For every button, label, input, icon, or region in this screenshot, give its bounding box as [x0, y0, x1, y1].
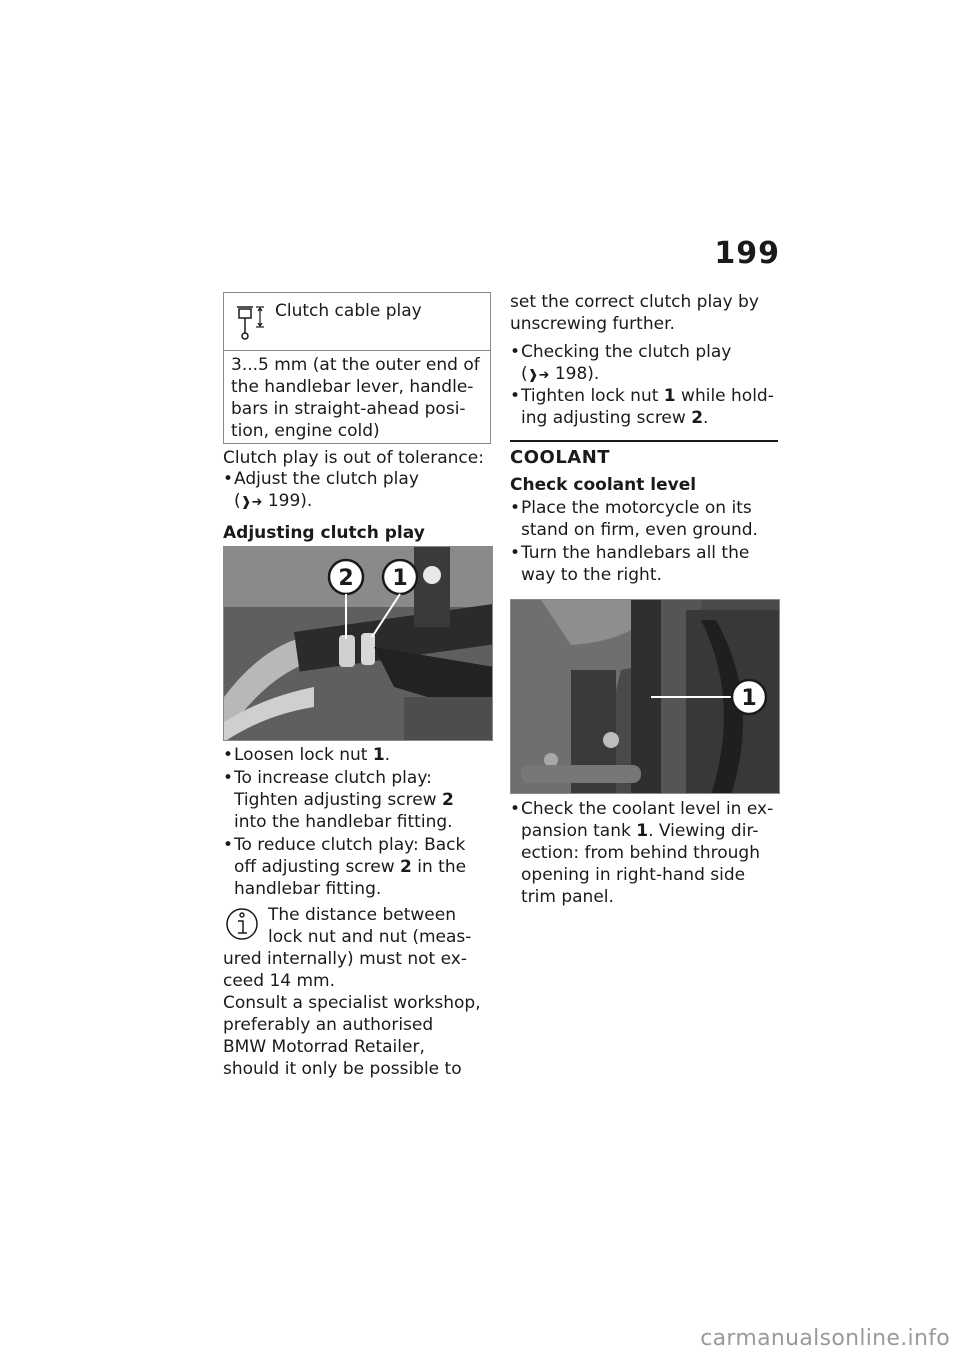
- check-clutch-bullet: • Checking the clutch play (❱➜ 198).: [510, 342, 732, 384]
- section-heading: COOLANT: [510, 447, 611, 468]
- adjust-heading: Adjusting clutch play: [223, 523, 425, 543]
- spec-title: Clutch cable play: [275, 301, 422, 321]
- step-turn: • Turn the handlebars all the way to the right.: [510, 543, 750, 585]
- step-reduce: • To reduce clutch play: Back off adjusting screw 2 in the handlebar fitting.: [223, 835, 467, 899]
- tolerance-line: Clutch play is out of tolerance:: [223, 448, 484, 468]
- section-rule: [510, 440, 778, 442]
- spec-value-line: the handlebar lever, handle-: [231, 377, 474, 397]
- continued-text: set the correct clutch play by unscrewing further.: [510, 292, 759, 334]
- note-text-indented: The distance between lock nut and nut (meas-: [268, 905, 472, 947]
- step-loosen: • Loosen lock nut 1.: [223, 745, 391, 765]
- coolant-photo-illustration: [511, 600, 780, 794]
- clutch-photo-illustration: [224, 547, 493, 741]
- spec-value: [231, 354, 487, 442]
- adjust-clutch-bullet: • Adjust the clutch play (❱➜ 199).: [223, 469, 419, 511]
- spec-box: [223, 292, 491, 444]
- note-text: ured internally) must not ex- ceed 14 mm. Consult a specialist workshop, preferably an authorised BMW Motorrad Retailer, should it only be possible to: [223, 949, 481, 1079]
- clutch-figure: [223, 546, 493, 741]
- arrow-reference-icon: ❱➜: [240, 495, 263, 510]
- sub-heading: Check coolant level: [510, 475, 697, 495]
- page-number: 199: [714, 236, 780, 271]
- spec-value-line: tion, engine cold): [231, 421, 380, 441]
- info-icon: [225, 906, 259, 942]
- step-increase: • To increase clutch play: Tighten adjusting screw 2 into the handlebar fitting.: [223, 768, 454, 832]
- page-reference-link[interactable]: 198).: [554, 364, 600, 384]
- spec-header: [224, 293, 490, 351]
- ruler-measure-icon: [236, 303, 268, 341]
- step-place: • Place the motorcycle on its stand on firm, even ground.: [510, 498, 758, 540]
- figure-label-2: 2: [338, 566, 354, 591]
- spec-value-line: bars in straight-ahead posi-: [231, 399, 466, 419]
- step-check-coolant: • Check the coolant level in ex- pansion tank 1. Viewing dir- ection: from behind through opening in right-hand side trim panel.: [510, 799, 774, 907]
- figure-label-1: 1: [741, 686, 757, 711]
- figure-label-1: 1: [392, 566, 408, 591]
- arrow-reference-icon: ❱➜: [527, 368, 550, 383]
- spec-value-line: 3...5 mm (at the outer end of: [231, 355, 480, 375]
- coolant-figure: [510, 599, 780, 794]
- page-reference-link[interactable]: 199).: [267, 491, 313, 511]
- watermark: carmanualsonline.info: [700, 1326, 950, 1351]
- tighten-bullet: • Tighten lock nut 1 while hold- ing adjusting screw 2.: [510, 386, 774, 428]
